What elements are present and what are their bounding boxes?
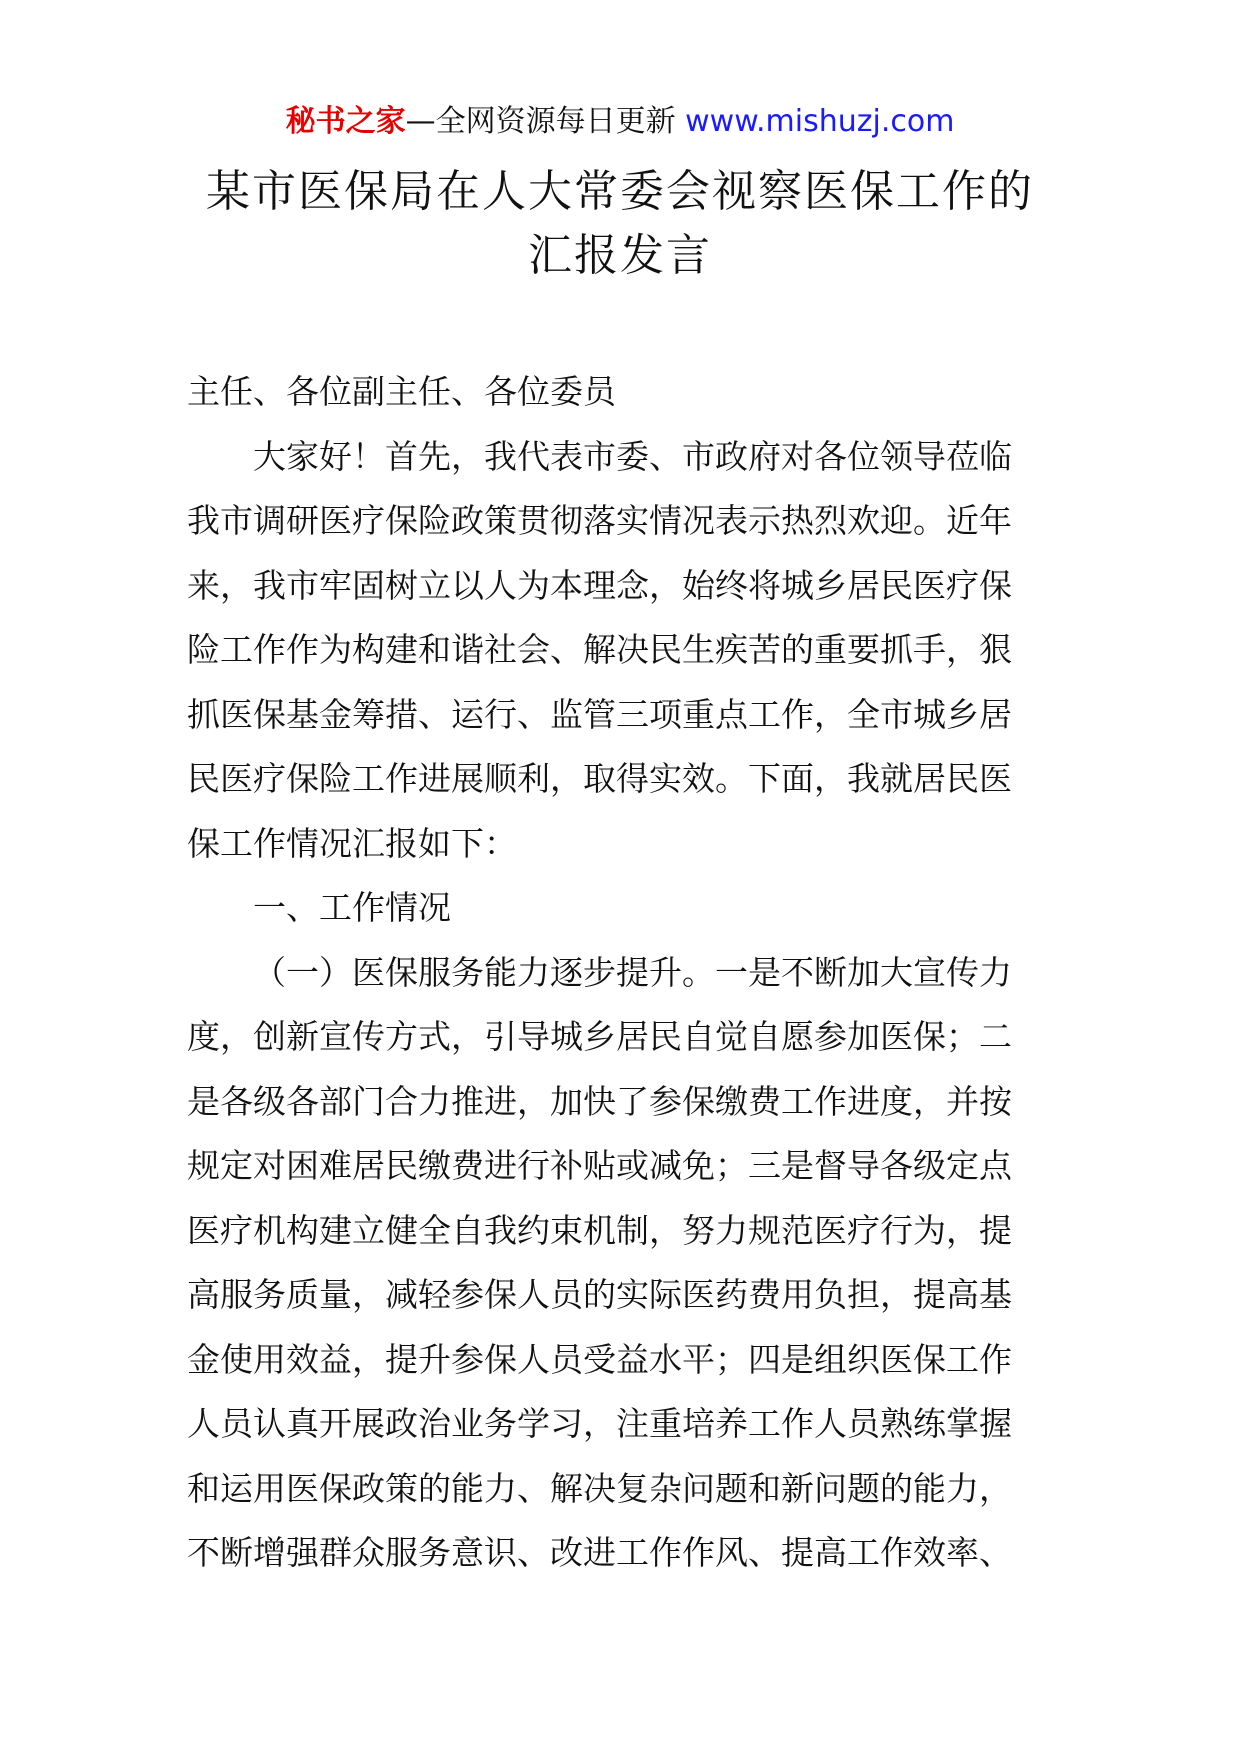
body-line: 医疗机构建立健全自我约束机制，努力规范医疗行为，提 — [187, 1210, 1012, 1250]
body-line: 是各级各部门合力推进，加快了参保缴费工作进度，并按 — [187, 1081, 1012, 1121]
body-line: 人员认真开展政治业务学习，注重培养工作人员熟练掌握 — [187, 1404, 1012, 1443]
body-line: 民医疗保险工作进展顺利，取得实效。下面，我就居民医 — [187, 759, 1012, 798]
body-line: 度，创新宣传方式，引导城乡居民自觉自愿参加医保；二 — [187, 1017, 1012, 1056]
body-line: 大家好！首先，我代表市委、市政府对各位领导莅临 — [253, 436, 1012, 476]
body-line: 来，我市牢固树立以人为本理念，始终将城乡居民医疗保 — [187, 565, 1012, 605]
site-header — [0, 100, 1240, 144]
body-line: 和运用医保政策的能力、解决复杂问题和新问题的能力， — [187, 1468, 1012, 1508]
body-line: 规定对困难居民缴费进行补贴或减免；三是督导各级定点 — [187, 1146, 1012, 1185]
body-line: 我市调研医疗保险政策贯彻落实情况表示热烈欢迎。近年 — [187, 501, 1012, 540]
document-title — [120, 160, 1120, 288]
body-line: 险工作作为构建和谐社会、解决民生疾苦的重要抓手，狠 — [187, 630, 1012, 669]
document-body — [187, 360, 1057, 1586]
body-line: 高服务质量，减轻参保人员的实际医药费用负担，提高基 — [187, 1275, 1012, 1314]
site-brand: 秘书之家 — [285, 104, 406, 139]
site-url-link[interactable]: www.mishuzj.com — [685, 104, 955, 139]
body-line: 保工作情况汇报如下： — [187, 823, 517, 863]
body-line: 不断增强群众服务意识、改进工作作风、提高工作效率、 — [187, 1533, 1012, 1572]
title-line-2: 汇报发言 — [528, 230, 712, 281]
title-line-1: 某市医保局在人大常委会视察医保工作的 — [206, 166, 1034, 217]
site-slogan: —全网资源每日更新 — [405, 104, 676, 139]
body-line: （一）医保服务能力逐步提升。一是不断加大宣传力 — [253, 952, 1012, 992]
section-heading: 一、工作情况 — [253, 888, 451, 927]
salutation: 主任、各位副主任、各位委员 — [187, 372, 616, 411]
body-line: 抓医保基金筹措、运行、监管三项重点工作，全市城乡居 — [187, 694, 1012, 734]
body-line: 金使用效益，提升参保人员受益水平；四是组织医保工作 — [187, 1339, 1012, 1379]
